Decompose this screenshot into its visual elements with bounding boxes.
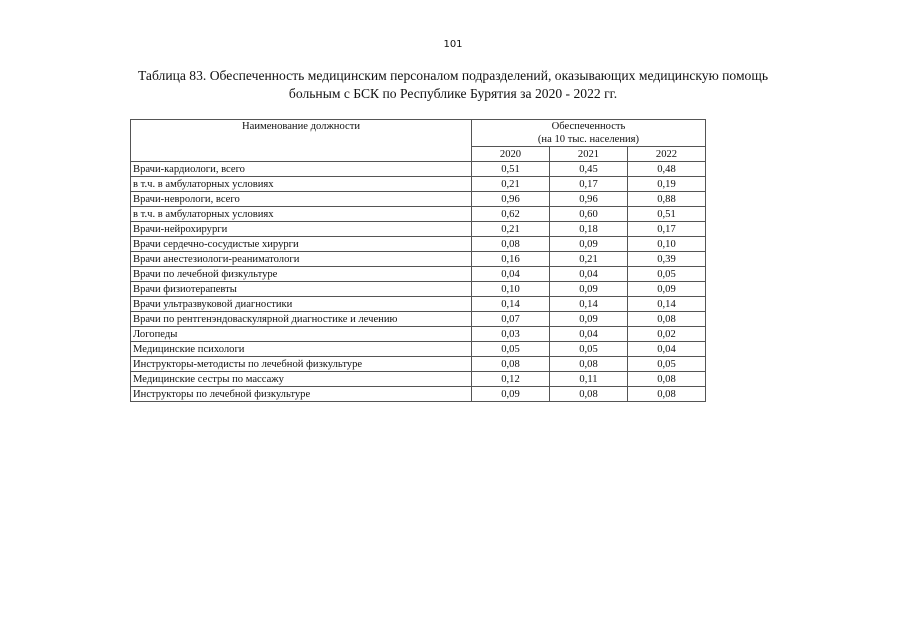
row-value-2022: 0,39: [628, 252, 706, 267]
row-value-2020: 0,10: [472, 282, 550, 297]
row-value-2022: 0,48: [628, 162, 706, 177]
table-row: [131, 387, 706, 402]
table-row: [131, 312, 706, 327]
row-value-2020: 0,96: [472, 192, 550, 207]
row-value-2022: 0,51: [628, 207, 706, 222]
page-number: 101: [443, 39, 463, 50]
table-row: [131, 342, 706, 357]
row-value-2020: 0,09: [472, 387, 550, 402]
table-row: [131, 207, 706, 222]
row-position-name: Врачи-кардиологи, всего: [131, 162, 472, 177]
header-provision-unit: (на 10 тыс. населения): [537, 134, 640, 145]
row-position-name: Медицинские психологи: [131, 342, 472, 357]
row-position-name: Врачи по рентгенэндоваскулярной диагностике и лечению: [131, 312, 472, 327]
row-position-name: Логопеды: [131, 327, 472, 342]
row-value-2022: 0,10: [628, 237, 706, 252]
header-position-name: Наименование должности: [131, 120, 472, 162]
row-value-2020: 0,16: [472, 252, 550, 267]
row-value-2022: 0,04: [628, 342, 706, 357]
row-value-2021: 0,09: [550, 282, 628, 297]
table-row: [131, 192, 706, 207]
staff-provision-table: [130, 119, 706, 402]
caption-line-1: Таблица 83. Обеспеченность медицинским персоналом подразделений, оказывающих медицинскую помощь: [137, 68, 769, 83]
row-value-2020: 0,21: [472, 222, 550, 237]
table-row: [131, 222, 706, 237]
row-position-name: Врачи анестезиологи-реаниматологи: [131, 252, 472, 267]
row-position-name: Медицинские сестры по массажу: [131, 372, 472, 387]
table-row: [131, 357, 706, 372]
row-value-2020: 0,05: [472, 342, 550, 357]
row-value-2022: 0,05: [628, 267, 706, 282]
row-value-2022: 0,14: [628, 297, 706, 312]
row-value-2020: 0,03: [472, 327, 550, 342]
table-row: [131, 177, 706, 192]
table-header-row: [131, 120, 706, 147]
row-value-2021: 0,17: [550, 177, 628, 192]
table-row: [131, 327, 706, 342]
header-provision-title: Обеспеченность: [551, 121, 626, 132]
row-value-2020: 0,12: [472, 372, 550, 387]
row-position-name: Врачи сердечно-сосудистые хирурги: [131, 237, 472, 252]
table-row: [131, 282, 706, 297]
row-value-2022: 0,17: [628, 222, 706, 237]
row-value-2021: 0,11: [550, 372, 628, 387]
row-value-2020: 0,62: [472, 207, 550, 222]
row-value-2021: 0,08: [550, 357, 628, 372]
row-value-2022: 0,08: [628, 387, 706, 402]
row-value-2021: 0,45: [550, 162, 628, 177]
row-value-2021: 0,21: [550, 252, 628, 267]
table-row: [131, 252, 706, 267]
row-position-name: Инструкторы по лечебной физкультуре: [131, 387, 472, 402]
row-value-2022: 0,19: [628, 177, 706, 192]
header-provision-group: [472, 120, 706, 147]
row-position-name: Врачи физиотерапевты: [131, 282, 472, 297]
header-year-2022: 2022: [628, 147, 706, 162]
row-value-2021: 0,09: [550, 312, 628, 327]
row-value-2022: 0,09: [628, 282, 706, 297]
row-value-2021: 0,08: [550, 387, 628, 402]
row-value-2020: 0,21: [472, 177, 550, 192]
row-position-name: Врачи по лечебной физкультуре: [131, 267, 472, 282]
table-row: [131, 297, 706, 312]
row-value-2020: 0,07: [472, 312, 550, 327]
row-value-2020: 0,08: [472, 237, 550, 252]
caption-line-2: больным с БСК по Республике Бурятия за 2020 - 2022 гг.: [288, 86, 618, 101]
row-value-2021: 0,04: [550, 327, 628, 342]
row-value-2021: 0,05: [550, 342, 628, 357]
table-row: [131, 372, 706, 387]
row-position-name: в т.ч. в амбулаторных условиях: [131, 207, 472, 222]
row-position-name: Врачи-нейрохирурги: [131, 222, 472, 237]
row-value-2021: 0,04: [550, 267, 628, 282]
row-value-2021: 0,60: [550, 207, 628, 222]
row-position-name: Врачи-неврологи, всего: [131, 192, 472, 207]
row-value-2022: 0,08: [628, 312, 706, 327]
table-row: [131, 237, 706, 252]
row-value-2021: 0,14: [550, 297, 628, 312]
row-value-2020: 0,51: [472, 162, 550, 177]
row-value-2022: 0,05: [628, 357, 706, 372]
row-value-2020: 0,14: [472, 297, 550, 312]
header-year-2021: 2021: [550, 147, 628, 162]
row-value-2022: 0,88: [628, 192, 706, 207]
header-year-2020: 2020: [472, 147, 550, 162]
row-value-2022: 0,08: [628, 372, 706, 387]
row-value-2021: 0,96: [550, 192, 628, 207]
row-value-2021: 0,09: [550, 237, 628, 252]
row-value-2022: 0,02: [628, 327, 706, 342]
row-position-name: Врачи ультразвуковой диагностики: [131, 297, 472, 312]
row-value-2020: 0,08: [472, 357, 550, 372]
row-position-name: в т.ч. в амбулаторных условиях: [131, 177, 472, 192]
table-row: [131, 267, 706, 282]
table-caption: [60, 67, 846, 103]
row-value-2021: 0,18: [550, 222, 628, 237]
row-position-name: Инструкторы-методисты по лечебной физкультуре: [131, 357, 472, 372]
row-value-2020: 0,04: [472, 267, 550, 282]
table-row: [131, 162, 706, 177]
